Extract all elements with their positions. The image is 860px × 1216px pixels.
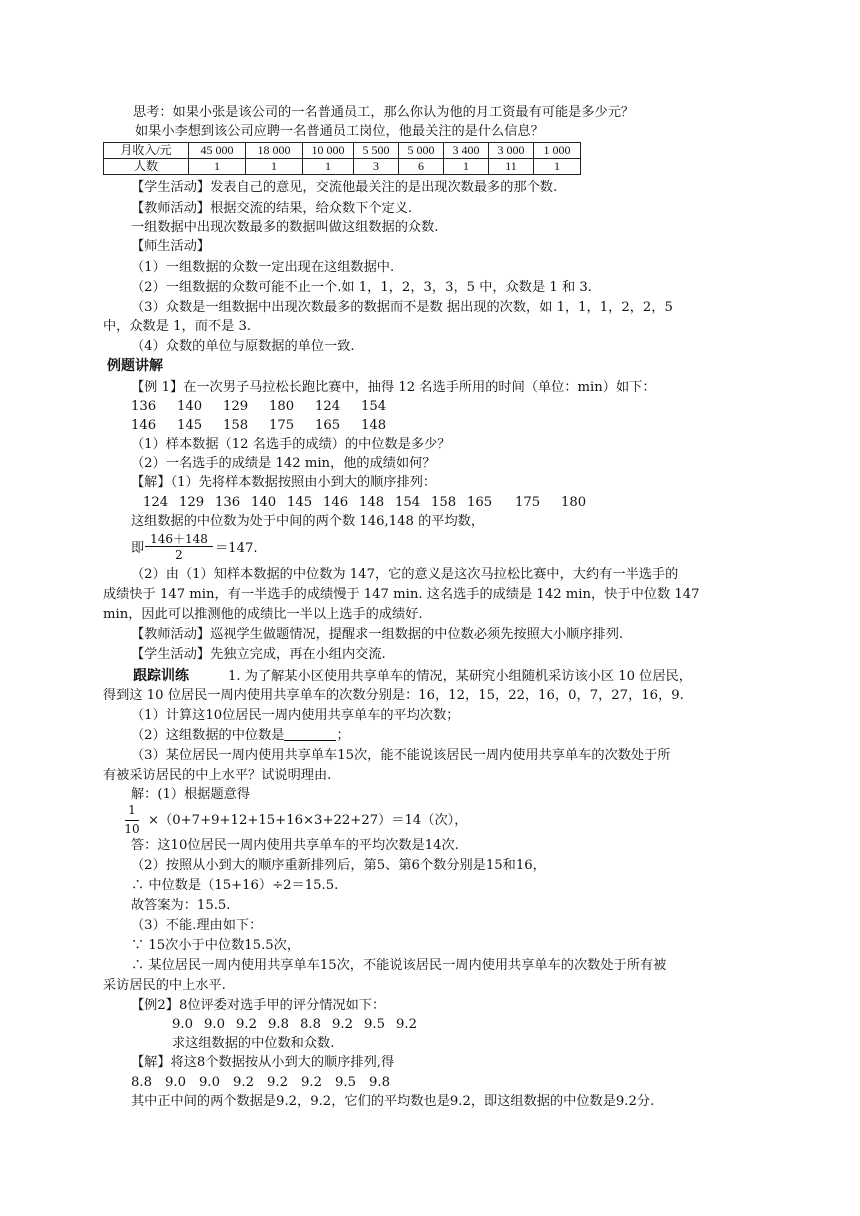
table-cell: 3 400 xyxy=(444,143,489,159)
data-value: 154 xyxy=(395,495,421,510)
think-question-1: 思考：如果小张是该公司的一名普通员工，那么你认为他的月工资最有可能是多少元？ xyxy=(133,105,635,120)
practice-answer-1b: 答：这10位居民一周内使用共享单车的平均次数是14次. xyxy=(131,838,459,853)
fraction-numerator: 1 xyxy=(128,803,136,817)
example-1-intro: 【例 1】在一次男子马拉松长跑比赛中，抽得 12 名选手所用的时间（单位：min）如下： xyxy=(131,380,656,395)
table-cell: 45 000 xyxy=(189,143,246,159)
fraction-bar xyxy=(145,546,213,547)
example-1-solution: 【解】（1）先将样本数据按照由小到大的顺序排列： xyxy=(131,475,437,490)
practice-answer-3b: ∵ 15次小于中位数15.5次， xyxy=(131,938,301,953)
data-value: 9.0 xyxy=(172,1017,193,1032)
example-1-ji: 即 xyxy=(131,541,145,556)
practice-answer-1: 解：(1）根据题意得 xyxy=(131,787,251,802)
table-cell: 1 xyxy=(303,159,354,175)
mode-point-3-cont: 中，众数是 1，而不是 3. xyxy=(103,319,252,334)
fraction-result: ＝147. xyxy=(215,541,258,556)
data-value: 9.2 xyxy=(396,1017,417,1032)
fraction-bar xyxy=(125,820,139,821)
data-value: 165 xyxy=(315,418,341,433)
data-value: 145 xyxy=(287,495,313,510)
example-1-question-2: （2）一名选手的成绩是 142 min，他的成绩如何？ xyxy=(131,456,436,471)
data-value: 9.0 xyxy=(199,1075,220,1090)
think-question-2: 如果小李想到该公司应聘一名普通员工岗位，他最关注的是什么信息？ xyxy=(135,124,544,139)
data-value: 165 xyxy=(467,495,493,510)
practice-answer-2b: ∴ 中位数是（15+16）÷2＝15.5. xyxy=(131,878,339,893)
practice-subquestion-3-cont: 有被采访居民的中上水平？试说明理由. xyxy=(103,768,332,783)
data-value: 146 xyxy=(131,418,157,433)
example-2-sorted xyxy=(131,1074,403,1092)
fraction-denominator: 10 xyxy=(124,822,140,836)
data-value: 9.2 xyxy=(332,1017,353,1032)
practice-answer-2: （2）按照从小到大的顺序重新排列后，第5、第6个数分别是15和16， xyxy=(131,858,546,873)
salary-table xyxy=(103,142,581,175)
fraction-denominator: 2 xyxy=(175,548,183,562)
section-heading-practice: 跟踪训练 xyxy=(133,668,189,684)
data-value: 158 xyxy=(223,418,249,433)
example-2-intro: 【例2】8位评委对选手甲的评分情况如下： xyxy=(131,998,386,1013)
practice-question-line-1: 1. 为了解某小区使用共享单车的情况，某研究小组随机采访该小区 10 位居民， xyxy=(228,669,692,684)
table-cell: 1 xyxy=(246,159,303,175)
salary-row-income xyxy=(104,143,581,159)
example-1-part-2-line-1: （2）由（1）知样本数据的中位数为 147，它的意义是这次马拉松比赛中，大约有一半选手的 xyxy=(131,567,679,582)
mode-point-1: （1）一组数据的众数一定出现在这组数据中. xyxy=(131,260,395,275)
practice-answer-3c: ∴ 某位居民一周内使用共享单车15次，不能说该居民一周内使用共享单车的次数处于所有被 xyxy=(131,958,667,973)
data-value: 9.0 xyxy=(165,1075,186,1090)
table-cell: 1 xyxy=(534,159,581,175)
mode-definition: 一组数据中出现次数最多的数据叫做这组数据的众数. xyxy=(131,220,439,235)
table-cell: 3 000 xyxy=(489,143,534,159)
data-value: 9.2 xyxy=(236,1017,257,1032)
data-value: 154 xyxy=(361,399,387,414)
example-1-part-2-line-2: 成绩快于 147 min，有一半选手的成绩慢于 147 min. 这名选手的成绩是 142 min，快于中位数 147 xyxy=(103,587,700,602)
table-cell: 1 000 xyxy=(534,143,581,159)
data-value: 175 xyxy=(269,418,295,433)
table-cell: 11 xyxy=(489,159,534,175)
example-2-solution: 【解】将这8个数据按从小到大的顺序排列,得 xyxy=(131,1055,395,1070)
example-1-sorted-data xyxy=(143,494,597,512)
data-value: 9.8 xyxy=(369,1075,390,1090)
data-value: 136 xyxy=(215,495,241,510)
example-1-median-text: 这组数据的中位数为处于中间的两个数 146,148 的平均数， xyxy=(131,514,485,529)
table-cell: 3 xyxy=(354,159,399,175)
table-row-label: 月收入/元 xyxy=(104,143,189,159)
practice-question-line-2: 得到这 10 位居民一周内使用共享单车的次数分别是：16，12，15，22，16，0，7，27，16，9. xyxy=(103,688,684,703)
teacher-student-activity: 【师生活动】 xyxy=(131,239,211,254)
practice-subquestion-2 xyxy=(131,727,350,745)
data-value: 9.8 xyxy=(268,1017,289,1032)
data-value: 8.8 xyxy=(131,1075,152,1090)
data-value: 9.0 xyxy=(204,1017,225,1032)
data-value: 175 xyxy=(515,495,541,510)
example-2-conclusion: 其中正中间的两个数据是9.2，9.2，它们的平均数也是9.2，即这组数据的中位数是9.2分. xyxy=(131,1094,655,1109)
example-1-question-1: （1）样本数据（12 名选手的成绩）的中位数是多少？ xyxy=(131,437,451,452)
data-value: 158 xyxy=(431,495,457,510)
data-value: 145 xyxy=(177,418,203,433)
data-value: 140 xyxy=(177,399,203,414)
practice-subquestion-1: （1）计算这10位居民一周内使用共享单车的平均次数； xyxy=(131,708,460,723)
data-value: 180 xyxy=(269,399,295,414)
data-value: 9.2 xyxy=(301,1075,322,1090)
data-value: 129 xyxy=(223,399,249,414)
practice-calculation: ×（0+7+9+12+15+16×3+22+27）＝14（次）， xyxy=(148,813,468,828)
data-value: 9.5 xyxy=(335,1075,356,1090)
salary-row-count xyxy=(104,159,581,175)
table-cell: 1 xyxy=(189,159,246,175)
example-1-part-2-line-3: min，因此可以推测他的成绩比一半以上选手的成绩好. xyxy=(103,607,423,622)
data-value: 124 xyxy=(315,399,341,414)
example-1-data-row-2 xyxy=(131,417,407,435)
example-2-scores xyxy=(172,1016,428,1034)
table-cell: 6 xyxy=(399,159,444,175)
fraction-numerator: 146＋148 xyxy=(150,532,208,546)
section-heading-examples: 例题讲解 xyxy=(107,358,163,374)
example-2-task: 求这组数据的中位数和众数. xyxy=(172,1036,335,1051)
table-row-label: 人数 xyxy=(104,159,189,175)
data-value: 8.8 xyxy=(300,1017,321,1032)
data-value: 9.2 xyxy=(233,1075,254,1090)
data-value: 148 xyxy=(361,418,387,433)
table-cell: 10 000 xyxy=(303,143,354,159)
practice-subquestion-3: （3）某位居民一周内使用共享单车15次，能不能说该居民一周内使用共享单车的次数处于所 xyxy=(131,748,671,763)
practice-answer-3: （3）不能.理由如下： xyxy=(131,918,263,933)
example-1-data-row-1 xyxy=(131,398,407,416)
data-value: 136 xyxy=(131,399,157,414)
table-cell: 18 000 xyxy=(246,143,303,159)
example-1-student-activity: 【学生活动】先独立完成，再在小组内交流. xyxy=(131,647,386,662)
example-1-teacher-activity: 【教师活动】巡视学生做题情况，提醒求一组数据的中位数必须先按照大小顺序排列. xyxy=(131,627,624,642)
table-cell: 5 500 xyxy=(354,143,399,159)
student-activity: 【学生活动】发表自己的意见，交流他最关注的是出现次数最多的那个数. xyxy=(131,180,558,195)
mode-point-2: （2）一组数据的众数可能不止一个.如 1，1，2，3，3，5 中，众数是 1 和 3. xyxy=(131,280,592,295)
mode-point-4: （4）众数的单位与原数据的单位一致. xyxy=(131,339,355,354)
subquestion-2-text: （2）这组数据的中位数是 xyxy=(131,728,285,743)
data-value: 124 xyxy=(143,495,169,510)
practice-answer-3d: 采访居民的中上水平. xyxy=(103,978,226,993)
teacher-activity: 【教师活动】根据交流的结果，给众数下个定义. xyxy=(131,201,413,216)
data-value: 148 xyxy=(359,495,385,510)
data-value: 9.5 xyxy=(364,1017,385,1032)
data-value: 9.2 xyxy=(267,1075,288,1090)
answer-blank xyxy=(284,728,336,741)
data-value: 129 xyxy=(179,495,205,510)
subquestion-2-end: ； xyxy=(336,728,350,743)
data-value: 180 xyxy=(561,495,587,510)
data-value: 140 xyxy=(251,495,277,510)
table-cell: 1 xyxy=(444,159,489,175)
mode-point-3: （3）众数是一组数据中出现次数最多的数据而不是数 据出现的次数，如 1，1，1，2，2，5 xyxy=(131,300,673,315)
practice-answer-2c: 故答案为：15.5. xyxy=(131,898,231,913)
table-cell: 5 000 xyxy=(399,143,444,159)
data-value: 146 xyxy=(323,495,349,510)
